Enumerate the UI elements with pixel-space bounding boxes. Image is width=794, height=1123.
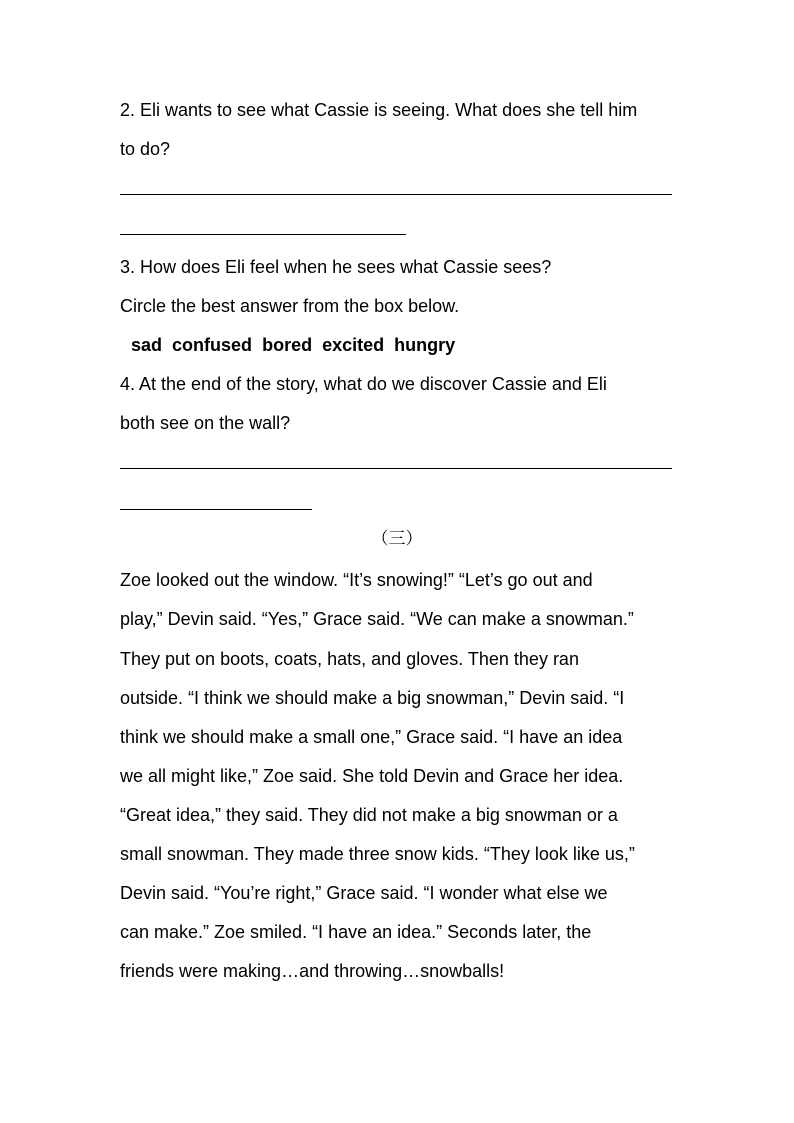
section-heading: （三）: [371, 529, 423, 548]
passage-line: we all might like,” Zoe said. She told Devin and Grace her idea.: [120, 766, 624, 786]
question-4-line-1: 4. At the end of the story, what do we discover Cassie and Eli: [120, 374, 607, 394]
answer-choice: hungry: [394, 335, 456, 355]
passage-line: They put on boots, coats, hats, and gloves. Then they ran: [120, 649, 579, 669]
answer-line-q2-2: [120, 234, 406, 235]
answer-line-q2-1: [120, 194, 672, 195]
passage-line: think we should make a small one,” Grace said. “I have an idea: [120, 727, 623, 747]
question-3-line-2: Circle the best answer from the box below.: [120, 296, 460, 316]
passage-line: can make.” Zoe smiled. “I have an idea.” Seconds later, the: [120, 922, 592, 942]
answer-line-q4-1: [120, 468, 672, 469]
answer-line-q4-2: [120, 509, 312, 510]
passage-line: play,” Devin said. “Yes,” Grace said. “We can make a snowman.”: [120, 609, 634, 629]
passage-line: Devin said. “You’re right,” Grace said. “I wonder what else we: [120, 883, 608, 903]
passage-line: small snowman. They made three snow kids. “They look like us,”: [120, 844, 635, 864]
answer-choice: excited: [322, 335, 385, 355]
passage-line: friends were making…and throwing…snowballs!: [120, 961, 505, 981]
question-2-line-1: 2. Eli wants to see what Cassie is seeing. What does she tell him: [120, 100, 638, 120]
passage-line: outside. “I think we should make a big snowman,” Devin said. “I: [120, 688, 625, 708]
answer-choice: sad: [131, 335, 163, 355]
passage-line: “Great idea,” they said. They did not make a big snowman or a: [120, 805, 618, 825]
question-3-line-1: 3. How does Eli feel when he sees what Cassie sees?: [120, 257, 552, 277]
answer-choice: bored: [262, 335, 313, 355]
question-2-line-2: to do?: [120, 139, 171, 159]
answer-choice: confused: [172, 335, 253, 355]
question-4-line-2: both see on the wall?: [120, 413, 291, 433]
answer-choices: [131, 334, 460, 356]
passage-line: Zoe looked out the window. “It’s snowing!” “Let’s go out and: [120, 570, 593, 590]
